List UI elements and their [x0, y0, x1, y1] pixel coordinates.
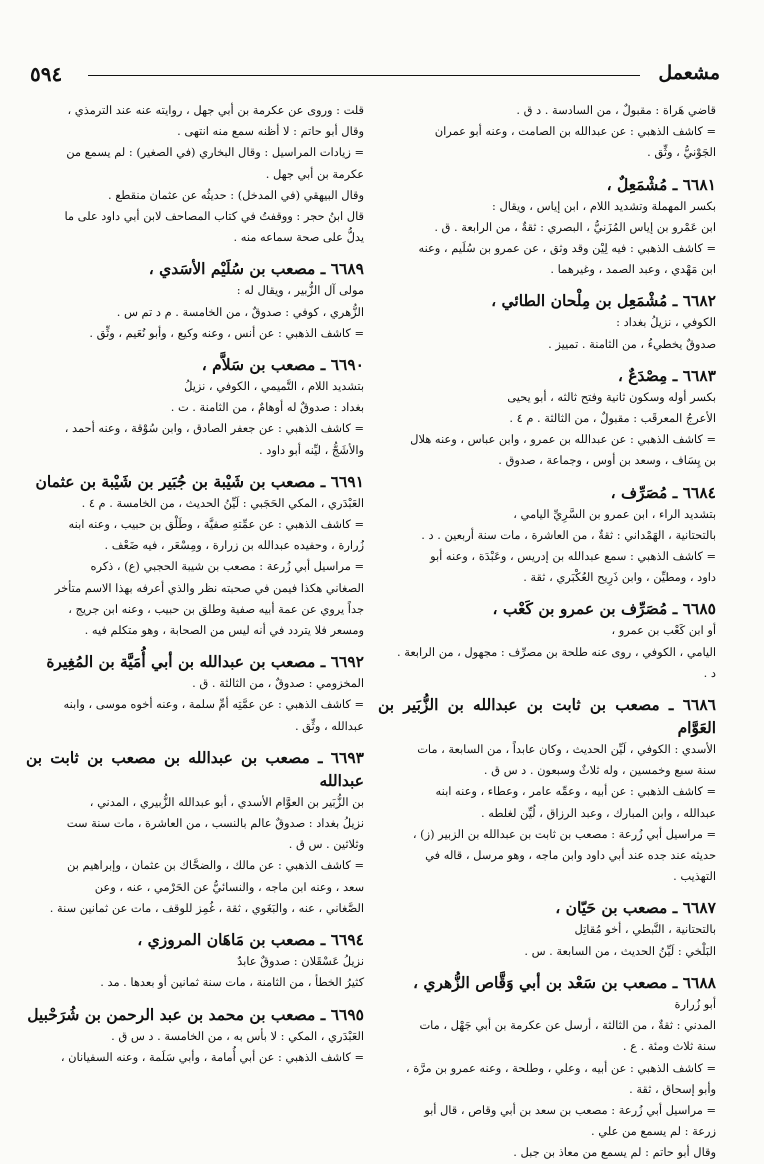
left-column — [26, 100, 364, 1090]
entry-heading: ٦٦٩١ ـ مصعب بن شَيْبة بن جُبَير بن شَيْبة بن عثمان — [35, 471, 364, 491]
entry-text-line: العَبْدَري ، المكي الحَجَبي : لَيِّنُ الحديث ، من الخامسة . م ٤ . — [81, 495, 364, 510]
entry-text-line: = كاشف الذهبي : عن عبدالله بن الصامت ، وعنه أبو عمران — [434, 124, 716, 139]
entry-heading: ٦٦٨١ ـ مُشْمَعِلٌ ، — [606, 174, 716, 194]
entry-text-line: = كاشف الذهبي : عن أبيه ، وعمِّه عامر ، وعطاء ، وعنه ابنه — [435, 784, 716, 799]
entry-text-line: داود ، ومطيِّن ، وابن ذَرِيح العُكْبَري ، ثقة . — [523, 570, 716, 585]
entry-text-line: بتشديد الراء ، ابن عمرو بن السَّرِيِّ اليامي ، — [513, 506, 716, 521]
biography-entry — [378, 173, 716, 281]
biography-entry — [378, 693, 716, 887]
entry-text-line: والأشَجُّ ، ليِّنه أبو داود . — [259, 442, 364, 457]
right-column — [378, 100, 716, 1160]
entry-text-line: المخزومي : صدوقٌ ، من الثالثة . ق . — [192, 676, 364, 691]
entry-text-line: ابن عَمْرو بن إياس المُزَنيُّ ، البصري : ثقةٌ ، من الرابعة . ق . — [434, 219, 716, 234]
entry-text-line: نزيلُ بغداد : صدوقٌ عالم بالنسب ، من العاشرة ، مات سنة ست — [66, 816, 364, 831]
entry-text-line: بن الزُّبَير بن العوَّام الأسدي ، أبو عبدالله الزُّبيري ، المدني ، — [89, 794, 364, 809]
entry-text-line: بكسر أوله وسكون ثانية وفتح ثالثه ، أبو يحيى — [507, 389, 716, 404]
entry-heading: ٦٦٨٩ ـ مصعب بن سُلَيْم الأسَدي ، — [148, 259, 364, 279]
biography-entry — [378, 289, 716, 354]
entry-text-line: = كاشف الذهبي : عن جعفر الصادق ، وابن سُوْقة ، وعنه أحمد ، — [64, 421, 364, 436]
entry-heading: ٦٦٨٨ ـ مصعب بن سَعْد بن أبي وَقَّاص الزُّهري ، — [412, 972, 716, 992]
entry-text-line: أبو زُرارة — [674, 996, 716, 1011]
entry-text-line: بتشديد اللام ، التَّميمي ، الكوفي ، نزيلُ — [184, 379, 364, 394]
entry-text-line: = كاشف الذهبي : فيه لِيْن وقد وثق ، عن عمرو بن سُلَيم ، وعنه — [418, 241, 716, 256]
entry-text-line: الكوفي ، نزيلُ بغداد : — [616, 315, 716, 330]
entry-text-line: عكرمة بن أبي جهل . — [265, 166, 364, 181]
entry-text-line: عبدالله ، وابن المبارك ، وعبد الرزاق ، لُيِّن لغلطه . — [480, 805, 716, 820]
entry-heading: ٦٦٨٣ ـ مِصْدَعٌ ، — [617, 365, 716, 385]
biography-entry — [26, 470, 364, 641]
entry-text-line: جداً يروي عن عمة أبيه صفية وطلق بن حبيب ، وعنه ابن جريج ، — [68, 601, 364, 616]
entry-text-line: نزيلُ عَسْقَلان : صدوقٌ عابدٌ — [237, 954, 364, 969]
entry-text-line: = كاشف الذهبي : عن أبيه ، وعلي ، وطلحة ، وعنه عمرو بن مرَّة ، — [405, 1060, 716, 1075]
entry-text-line: وأبو إسحاق ، ثقة . — [629, 1081, 716, 1096]
entry-text-line: الأعرجُ المعرقَب : مقبولٌ ، من الثالثة . م ٤ . — [509, 411, 716, 426]
biography-entry — [26, 353, 364, 461]
entry-heading: ٦٦٩٥ ـ مصعب بن محمد بن عبد الرحمن بن شُرَحْبيل — [27, 1004, 364, 1024]
entry-text-line: العَبْدَري ، المكي : لا بأس به ، من الخامسة . د س ق . — [111, 1028, 364, 1043]
entry-text-line: المدني : ثقةٌ ، من الثالثة ، أرسل عن عكرمة بن أبي جَهْل ، مات — [419, 1018, 716, 1033]
biography-entry — [378, 896, 716, 961]
entry-text-line: = مراسيل أبي زُرعة : مصعب بن ثابت بن عبدالله بن الزبير (ز) ، — [412, 826, 716, 841]
entry-text-line: يدلُّ على صحة سماعه منه . — [233, 230, 364, 245]
entry-text-line: سنة ثلاث ومئة . ع . — [622, 1039, 716, 1054]
entry-text-line: قال ابنُ حجر : ووقفتُ في كتاب المصاحف لابن أبي داود على ما — [64, 209, 364, 224]
entry-text-line: صدوقٌ يخطيءُ ، من الثامنة . تمييز . — [548, 336, 716, 351]
entry-heading: ٦٦٩٢ ـ مصعب بن عبدالله بن أبي أُمَيَّة بن المُغِيرة — [46, 652, 364, 672]
entry-text-line: ومسعر فلا يتردد في أنه ليس من الصحابة ، وهو متكلم فيه . — [84, 623, 364, 638]
entry-text-line: بن يِسَاف ، وسعد بن أوس ، وجماعة ، صدوق . — [498, 453, 716, 468]
biography-entry — [26, 928, 364, 993]
entry-text-line: وثلاثين . س ق . — [288, 837, 364, 852]
biography-entry — [26, 1003, 364, 1068]
entry-text-line: سنة سبع وخمسين ، وله ثلاثٌ وسبعون . د س ق . — [483, 763, 716, 778]
entry-text-line: مولى آل الزُّبير ، ويقال له : — [236, 283, 364, 298]
entry-text-line: الصغاني هكذا فيمن في صحبته نظر والذي أعرفه بهذا الاسم متأخر — [54, 580, 364, 595]
running-head: مشعمل — [658, 62, 720, 84]
entry-text-line: أو ابن كَعْب بن عمرو ، — [611, 623, 716, 638]
entry-text-line: وقال أبو حاتم : لا أظنه سمع منه انتهى . — [177, 124, 364, 139]
entry-text-line: ابن مَهْدي ، وعبد الصمد ، وغيرهما . — [550, 262, 716, 277]
entry-text-line: بالتحتانية ، النَّبطي ، أخو مُقاتِل — [574, 922, 716, 937]
entry-text-line: = كاشف الذهبي : عن عمَّتِه أمِّ سلمة ، وعنه أخوه موسى ، وابنه — [63, 697, 364, 712]
page-number: ٥٩٤ — [30, 62, 63, 86]
entry-text-line: = كاشف الذهبي : عن أبي أُمامة ، وأبي سَلَمة ، وعنه السفيانان ، — [60, 1049, 364, 1064]
entry-text-line: = كاشف الذهبي : عن عبدالله بن عمرو ، وابن عباس ، وعنه هلال — [410, 432, 716, 447]
entry-text-line: بغداد : صدوقٌ له أوهامٌ ، من الثامنة . ت . — [170, 400, 364, 415]
entry-text-line: الجَوْنيُّ ، وثِّق . — [647, 145, 716, 160]
entry-text-line: عبدالله ، وثِّق . — [294, 718, 364, 733]
entry-text-line: وقال البيهقي (في المدخل) : حديثُه عن عثمان منقطع . — [107, 187, 364, 202]
entry-text-line: = كاشف الذهبي : عن مالك ، والضحَّاك بن عثمان ، وإبراهيم بن — [67, 858, 364, 873]
page-header — [30, 62, 720, 88]
entry-text-line: زُرارة ، وحفيده عبدالله بن زرارة ، ومِسْعَر ، فيه ضَعْف . — [104, 538, 364, 553]
biography-entry — [378, 100, 716, 164]
entry-text-line: الزُّهري ، كوفي : صدوقٌ ، من الخامسة . م د تم س . — [116, 304, 364, 319]
entry-text-line: قاضي هَراة : مقبولٌ ، من السادسة . د ق . — [516, 103, 716, 117]
entry-text-line: الأسدي : الكوفي ، لَيِّن الحديث ، وكان عابداً ، من السابعة ، مات — [417, 742, 716, 757]
entry-text-line: د . — [703, 665, 716, 680]
entry-text-line: البَلْخي : لَيِّنُ الحديث ، من السابعة . س . — [524, 943, 716, 958]
entry-heading: ٦٦٩٤ ـ مصعب بن مَاهَان المروزي ، — [137, 930, 364, 950]
entry-text-line: بالتحتانية ، الهَمْداني : ثقةٌ ، من العاشرة ، مات سنة أربعين . د . — [421, 527, 716, 542]
biography-entry — [378, 364, 716, 472]
entry-heading: ٦٦٩٠ ـ مصعب بن سَلاَّم ، — [201, 355, 364, 375]
header-rule — [88, 75, 640, 76]
entry-text-line: = مراسيل أبي زُرعة : مصعب بن شيبة الحجبي (ع) ، ذكره — [90, 559, 364, 574]
entry-heading: ٦٦٩٣ ـ مصعب بن عبدالله بن مصعب بن ثابت بن عبدالله — [26, 747, 364, 790]
entry-text-line: = زيادات المراسيل : وقال البخاري (في الصغير) : لم يسمع من — [66, 145, 364, 160]
biography-entry — [378, 597, 716, 684]
entry-text-line: اليامي ، الكوفي ، روى عنه طلحة بن مصرِّف : مجهول ، من الرابعة . — [396, 644, 716, 659]
entry-text-line: بكسر المهملة وتشديد اللام ، ابن إياس ، ويقال : — [492, 198, 716, 213]
entry-heading: ٦٦٨٥ ـ مُصَرِّف بن عمرو بن كَعْب ، — [492, 599, 716, 619]
entry-text-line: = كاشف الذهبي : عن عمِّتهِ صفيَّة ، وطَلْق بن حبيب ، وعنه ابنه — [68, 517, 364, 532]
entry-text-line: سعد ، وعنه ابن ماجه ، والنسائيُّ عن الحَرْمي ، عنه ، وعن — [94, 879, 364, 894]
entry-heading: ٦٦٨٢ ـ مُشْمَعِل بن مِلْحان الطائي ، — [491, 291, 716, 311]
biography-entry — [26, 257, 364, 344]
entry-heading: ٦٦٨٦ ـ مصعب بن ثابت بن عبدالله بن الزُّبَير بن العَوَّام — [378, 695, 716, 738]
entry-text-line: زرعة : لم يسمع من علي . — [591, 1124, 716, 1139]
entry-text-line: التهذيب . — [673, 869, 716, 884]
entry-text-line: كثيرُ الخطأ ، من الثامنة ، مات سنة ثمانين أو بعدها . مد . — [100, 975, 364, 990]
biography-entry — [378, 971, 716, 1164]
biography-entry — [26, 746, 364, 919]
entry-text-line: = كاشف الذهبي : سمع عبدالله بن إدريس ، وعَبْدَة ، وعنه أبو — [430, 549, 716, 564]
entry-text-line: = مراسيل أبي زُرعة : مصعب بن سعد بن أبي وقاص ، قال أبو — [424, 1102, 716, 1117]
entry-heading: ٦٦٨٤ ـ مُصَرِّف ، — [610, 482, 716, 502]
entry-text-line: وقال أبو حاتم : لم يسمع من معاذ بن جبل . — [513, 1145, 716, 1160]
entry-heading: ٦٦٨٧ ـ مصعب بن حَيّان ، — [555, 898, 716, 918]
biography-entry — [378, 481, 716, 589]
biography-entry — [26, 100, 364, 248]
biography-entry — [26, 650, 364, 737]
entry-text-line: = كاشف الذهبي : عن أنس ، وعنه وكيع ، وأبو نُعَيم ، وثِّق . — [89, 325, 364, 340]
entry-text-line: حديثه عند جده عند أبي داود وابن ماجه ، وهو مرسل ، قاله في — [425, 848, 716, 863]
entry-text-line: قلت : وروى عن عكرمة بن أبي جهل ، روايته عنه عند الترمذي ، — [67, 103, 364, 117]
entry-text-line: الصَّغاني ، عنه ، والبَغَوي ، ثقة ، غُمِز للوقف ، مات عن ثمانين سنة . — [49, 900, 364, 915]
